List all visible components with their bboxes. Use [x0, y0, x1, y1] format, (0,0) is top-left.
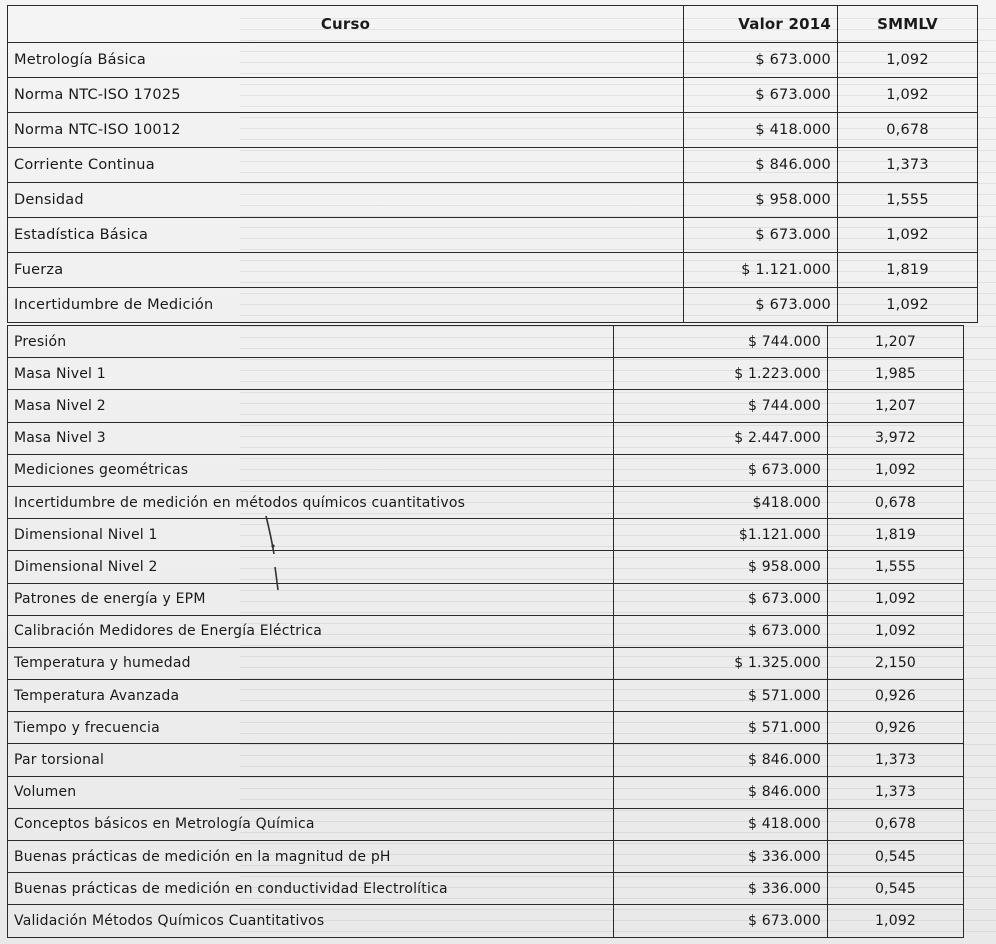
table-row	[8, 326, 964, 358]
course-price-table-top	[7, 5, 978, 323]
price-cell: $ 744.000	[614, 390, 828, 422]
price-cell: $ 673.000	[684, 218, 838, 253]
smmlv-cell: 1,555	[838, 183, 978, 218]
table-row	[8, 519, 964, 551]
price-cell: $ 673.000	[614, 454, 828, 486]
course-name-cell: Conceptos básicos en Metrología Química	[8, 808, 614, 840]
table-row	[8, 288, 978, 323]
header-row	[8, 6, 978, 43]
smmlv-cell: 3,972	[828, 422, 964, 454]
table-row	[8, 873, 964, 905]
table-row	[8, 78, 978, 113]
price-cell: $ 1.223.000	[614, 358, 828, 390]
course-name-cell: Patrones de energía y EPM	[8, 583, 614, 615]
table-row	[8, 148, 978, 183]
price-cell: $ 846.000	[614, 744, 828, 776]
header-course: Curso	[8, 6, 684, 43]
smmlv-cell: 1,373	[828, 744, 964, 776]
price-cell: $ 673.000	[614, 583, 828, 615]
course-name-cell: Incertidumbre de Medición	[8, 288, 684, 323]
table-row	[8, 776, 964, 808]
course-name-cell: Corriente Continua	[8, 148, 684, 183]
course-name-cell: Masa Nivel 3	[8, 422, 614, 454]
pen-mark-icon	[262, 512, 284, 592]
smmlv-cell: 1,373	[838, 148, 978, 183]
smmlv-cell: 2,150	[828, 647, 964, 679]
price-cell: $ 958.000	[614, 551, 828, 583]
course-name-cell: Dimensional Nivel 1	[8, 519, 614, 551]
smmlv-cell: 0,678	[828, 808, 964, 840]
table-row	[8, 647, 964, 679]
table-row	[8, 615, 964, 647]
price-cell: $ 958.000	[684, 183, 838, 218]
course-name-cell: Par torsional	[8, 744, 614, 776]
smmlv-cell: 0,545	[828, 841, 964, 873]
table-row	[8, 841, 964, 873]
table-row	[8, 43, 978, 78]
smmlv-cell: 0,678	[838, 113, 978, 148]
price-cell: $ 673.000	[684, 78, 838, 113]
price-cell: $ 846.000	[614, 776, 828, 808]
table-row	[8, 454, 964, 486]
price-cell: $ 418.000	[614, 808, 828, 840]
table-row	[8, 183, 978, 218]
course-name-cell: Incertidumbre de medición en métodos químicos cuantitativos	[8, 486, 614, 518]
smmlv-cell: 1,819	[828, 519, 964, 551]
price-cell: $ 744.000	[614, 326, 828, 358]
smmlv-cell: 1,207	[828, 390, 964, 422]
course-name-cell: Temperatura Avanzada	[8, 680, 614, 712]
table-row	[8, 712, 964, 744]
price-cell: $ 336.000	[614, 841, 828, 873]
price-cell: $ 673.000	[614, 905, 828, 937]
table-row	[8, 680, 964, 712]
course-name-cell: Norma NTC-ISO 17025	[8, 78, 684, 113]
header-value: Valor 2014	[684, 6, 838, 43]
header-smmlv: SMMLV	[838, 6, 978, 43]
smmlv-cell: 1,092	[828, 454, 964, 486]
price-cell: $ 2.447.000	[614, 422, 828, 454]
smmlv-cell: 1,092	[838, 218, 978, 253]
smmlv-cell: 0,926	[828, 680, 964, 712]
course-name-cell: Estadística Básica	[8, 218, 684, 253]
smmlv-cell: 1,819	[838, 253, 978, 288]
course-name-cell: Volumen	[8, 776, 614, 808]
price-cell: $ 846.000	[684, 148, 838, 183]
course-name-cell: Buenas prácticas de medición en la magnitud de pH	[8, 841, 614, 873]
smmlv-cell: 1,092	[828, 905, 964, 937]
table-row	[8, 905, 964, 937]
smmlv-cell: 0,926	[828, 712, 964, 744]
table-row	[8, 218, 978, 253]
price-cell: $ 673.000	[684, 288, 838, 323]
course-name-cell: Presión	[8, 326, 614, 358]
smmlv-cell: 1,092	[838, 43, 978, 78]
table-row	[8, 583, 964, 615]
table-row	[8, 422, 964, 454]
course-name-cell: Fuerza	[8, 253, 684, 288]
course-name-cell: Mediciones geométricas	[8, 454, 614, 486]
smmlv-cell: 0,545	[828, 873, 964, 905]
price-cell: $ 1.325.000	[614, 647, 828, 679]
price-cell: $ 673.000	[684, 43, 838, 78]
course-name-cell: Buenas prácticas de medición en conductividad Electrolítica	[8, 873, 614, 905]
smmlv-cell: 1,092	[828, 583, 964, 615]
smmlv-cell: 1,092	[838, 288, 978, 323]
table-row	[8, 253, 978, 288]
table-row	[8, 808, 964, 840]
course-name-cell: Calibración Medidores de Energía Eléctrica	[8, 615, 614, 647]
price-cell: $ 1.121.000	[684, 253, 838, 288]
course-price-table-bottom	[7, 325, 964, 938]
course-name-cell: Dimensional Nivel 2	[8, 551, 614, 583]
course-name-cell: Metrología Básica	[8, 43, 684, 78]
smmlv-cell: 1,092	[838, 78, 978, 113]
smmlv-cell: 1,555	[828, 551, 964, 583]
smmlv-cell: 1,207	[828, 326, 964, 358]
price-cell: $ 571.000	[614, 712, 828, 744]
price-cell: $ 673.000	[614, 615, 828, 647]
price-cell: $ 418.000	[684, 113, 838, 148]
table-row	[8, 358, 964, 390]
smmlv-cell: 1,373	[828, 776, 964, 808]
table-row	[8, 744, 964, 776]
course-name-cell: Norma NTC-ISO 10012	[8, 113, 684, 148]
table-row	[8, 390, 964, 422]
course-name-cell: Densidad	[8, 183, 684, 218]
course-name-cell: Masa Nivel 1	[8, 358, 614, 390]
smmlv-cell: 1,092	[828, 615, 964, 647]
table-row	[8, 113, 978, 148]
smmlv-cell: 1,985	[828, 358, 964, 390]
smmlv-cell: 0,678	[828, 486, 964, 518]
course-name-cell: Temperatura y humedad	[8, 647, 614, 679]
course-name-cell: Masa Nivel 2	[8, 390, 614, 422]
price-cell: $ 571.000	[614, 680, 828, 712]
price-cell: $1.121.000	[614, 519, 828, 551]
table-row	[8, 486, 964, 518]
course-name-cell: Validación Métodos Químicos Cuantitativos	[8, 905, 614, 937]
table-row	[8, 551, 964, 583]
price-cell: $418.000	[614, 486, 828, 518]
price-cell: $ 336.000	[614, 873, 828, 905]
course-name-cell: Tiempo y frecuencia	[8, 712, 614, 744]
